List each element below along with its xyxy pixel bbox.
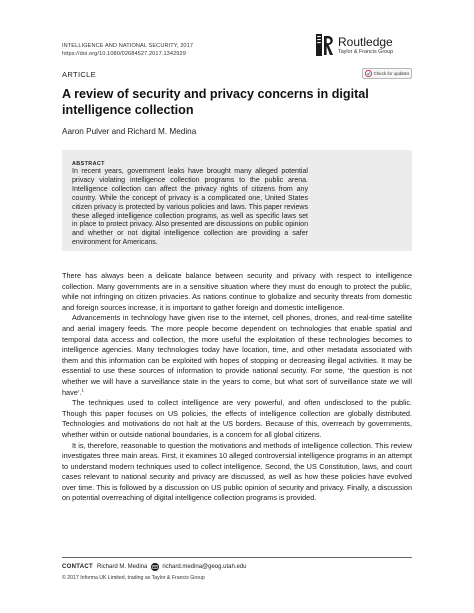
check-updates-label: Check for updates [373,71,410,76]
journal-name: INTELLIGENCE AND NATIONAL SECURITY, 2017 [62,43,194,49]
body-paragraph-1: There has always been a delicate balance between security and privacy with respect to intelligence collection. Many governments are in a sensitive situation where they must do enough to protect the public, while not infringing on citizen privacies. As nations continue to globalize and security threats from domestic and foreign sources increase, it is important to gather foreign and domestic intelligence. [62,271,412,312]
footnote-marker[interactable]: 1 [81,387,84,393]
publisher-name: Routledge [338,35,393,49]
contact-label: CONTACT [62,564,93,570]
journal-header [62,42,193,58]
body-paragraph-2 [62,313,412,398]
article-title: A review of security and privacy concerns in digital intelligence collection [62,87,369,117]
article-authors: Aaron Pulver and Richard M. Medina [62,127,197,136]
check-for-updates-button[interactable] [362,68,412,79]
body-paragraph-4: It is, therefore, reasonable to question the motivations and methods of intelligence collection. This review investigates three main areas. First, it examines 10 alleged controversial intelligence programs in an attempt to understand modern techniques used to collect intelligence. Second, the US Constitution, laws, and court cases relevant to national security and privacy are discussed, as well as how these policies have evolved over time. This is followed by a discussion on US public opinion of security and privacy. Finally, a discussion on potential overreaching of digital intelligence collection programs is provided. [62,440,412,503]
copyright-notice: © 2017 Informa UK Limited, trading as Taylor & Francis Group [62,575,205,581]
contact-name: Richard M. Medina [96,564,148,570]
footer-divider [62,557,412,558]
contact-email[interactable]: richard.medina@geog.utah.edu [162,564,247,570]
publisher-subtitle: Taylor & Francis Group [338,49,394,55]
article-body [62,271,412,504]
contact-line [62,563,247,571]
body-paragraph-3: The techniques used to collect intelligence are very powerful, and often undisclosed to the public. Though this paper focuses on US policies, the effects of intelligence collection are globally distributed. Technologies and motivations do not halt at the US borders. Because of this, overreach by governments, whether within or outside national boundaries, is a concern for all global citizens. [62,398,412,439]
body-paragraph-2-text: Advancements in technology have given rise to the internet, cell phones, drones, and real-time satellite and aerial imagery feeds. The more people become dependent on technologies that enable spatial and temporal data access and collection, the more useful the exploitation of these technologies becomes to intelligence agencies. Many technologies today have location, time, and other metadata associated with them and this information can be exploited with hopes of stopping or decreasing illegal activities. It may be essential to use these sources of information to provide national security. For some, ‘the question is not whether we will have a surveillance state in the years to come, but what sort of surveillance state we will have’. [62,313,412,397]
email-icon [151,563,159,571]
abstract-box [62,150,412,251]
check-updates-icon [365,70,372,77]
journal-doi[interactable]: https://doi.org/10.1080/02684527.2017.1342929 [62,51,186,57]
article-type-label: ARTICLE [62,70,97,79]
publisher-logo [316,34,412,58]
abstract-text: In recent years, government leaks have brought many alleged potential privacy violating intelligence collection programs to the public arena. Intelligence collection can affect the privacy rights of citizens from any country. While the concept of privacy is a complicated one, United States citizen privacy is protected by various policies and laws. This paper reviews these alleged intelligence collection programs, as well as specific laws set in place to protect privacy. Also presented are discussions on public opinion and whether or not digital intelligence collection are providing a safer environment for Americans. [72,168,308,247]
routledge-logo-icon [316,34,334,56]
abstract-heading: ABSTRACT [72,161,105,167]
